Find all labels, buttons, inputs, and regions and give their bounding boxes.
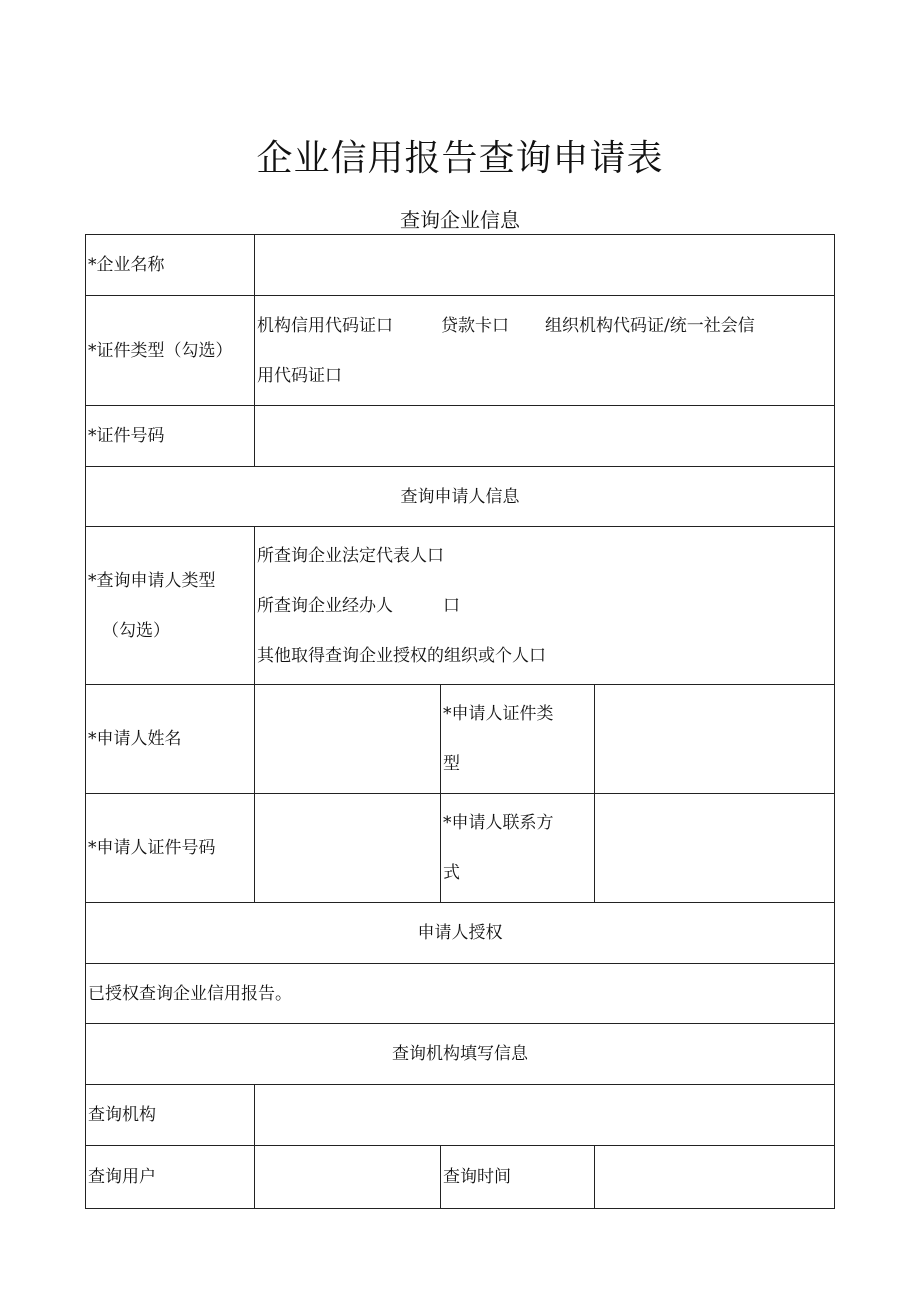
section-title-applicant: 查询申请人信息: [86, 467, 835, 527]
cert-option-org-code-cont[interactable]: 用代码证口: [257, 365, 342, 386]
cert-number-label: *证件号码: [86, 406, 255, 467]
enterprise-name-field[interactable]: [255, 235, 835, 296]
authorization-text: 已授权查询企业信用报告。: [86, 964, 835, 1024]
applicant-type-label: [86, 527, 255, 685]
applicant-contact-label: [441, 794, 595, 903]
cert-option-loan-card[interactable]: 贷款卡口: [441, 315, 509, 336]
query-user-field[interactable]: [255, 1146, 441, 1209]
section-title-enterprise: 查询企业信息: [400, 208, 520, 232]
applicant-type-options: [255, 527, 835, 685]
applicant-name-label: *申请人姓名: [86, 685, 255, 794]
cert-number-field[interactable]: [255, 406, 835, 467]
applicant-id-number-field[interactable]: [255, 794, 441, 903]
applicant-id-type-field[interactable]: [595, 685, 835, 794]
cert-type-options: [255, 296, 835, 406]
section-title-authorization: 申请人授权: [86, 903, 835, 964]
institution-label: 查询机构: [86, 1085, 255, 1146]
applicant-contact-label-line2: 式: [443, 863, 460, 883]
section-title-institution: 查询机构填写信息: [86, 1024, 835, 1085]
applicant-name-field[interactable]: [255, 685, 441, 794]
applicant-id-type-label-line2: 型: [443, 754, 460, 774]
cert-option-credit-code[interactable]: 机构信用代码证口: [257, 315, 393, 336]
institution-field[interactable]: [255, 1085, 835, 1146]
applicant-option-handler-checkbox[interactable]: 口: [443, 595, 460, 616]
query-user-label: 查询用户: [86, 1146, 255, 1209]
applicant-id-type-label-line1: *申请人证件类: [443, 704, 554, 724]
applicant-id-number-label: *申请人证件号码: [86, 794, 255, 903]
application-form-table: [85, 234, 835, 1209]
query-time-label: 查询时间: [441, 1146, 595, 1209]
applicant-contact-field[interactable]: [595, 794, 835, 903]
applicant-id-type-label: [441, 685, 595, 794]
page-title: 企业信用报告查询申请表: [256, 138, 664, 179]
applicant-option-legal-rep[interactable]: 所查询企业法定代表人口: [257, 545, 444, 566]
query-time-field[interactable]: [595, 1146, 835, 1209]
applicant-option-other[interactable]: 其他取得查询企业授权的组织或个人口: [257, 645, 546, 666]
applicant-type-label-line1: *查询申请人类型: [88, 570, 216, 591]
enterprise-name-label: *企业名称: [86, 235, 255, 296]
applicant-option-handler[interactable]: 所查询企业经办人: [257, 595, 393, 616]
cert-type-label: *证件类型（勾选）: [86, 296, 255, 406]
cert-option-org-code[interactable]: 组织机构代码证/统一社会信: [545, 315, 755, 336]
applicant-contact-label-line1: *申请人联系方: [443, 813, 554, 833]
applicant-type-label-line2: （勾选）: [102, 620, 170, 641]
